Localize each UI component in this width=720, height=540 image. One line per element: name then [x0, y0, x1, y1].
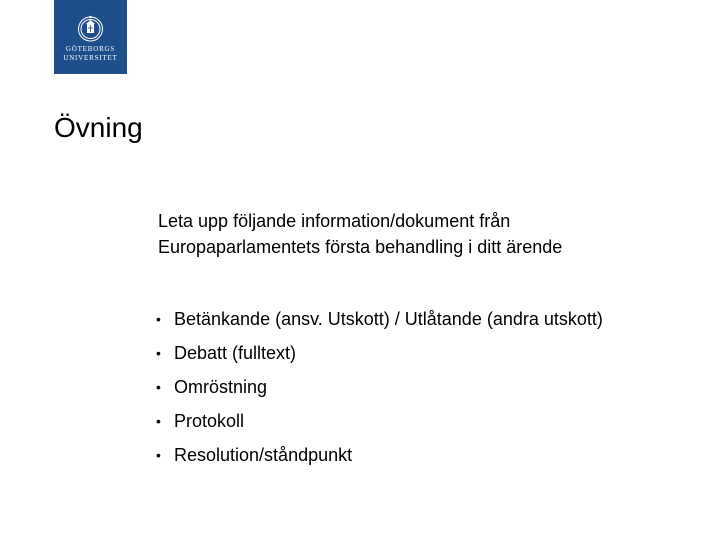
- intro-line-1: Leta upp följande information/dokument från: [158, 211, 511, 231]
- bullet-icon: •: [156, 311, 161, 327]
- bullet-text: Debatt (fulltext): [174, 343, 297, 363]
- university-logo: [54, 0, 127, 74]
- logo-text-line1: GÖTEBORGS: [65, 45, 116, 53]
- bullet-text: Betänkande (ansv. Utskott) / Utlåtande (andra utskott): [174, 309, 603, 329]
- bullet-item: [156, 442, 603, 476]
- university-seal-icon: [54, 0, 127, 46]
- bullet-icon: •: [156, 379, 161, 395]
- bullet-text: Protokoll: [174, 411, 245, 431]
- logo-text-line2: UNIVERSITET: [63, 54, 118, 62]
- bullet-item: [156, 408, 603, 442]
- bullet-text: Resolution/ståndpunkt: [174, 445, 353, 465]
- bullet-item: [156, 340, 603, 374]
- intro-line-2: Europaparlamentets första behandling i ditt ärende: [158, 237, 563, 257]
- bullet-item: [156, 306, 603, 340]
- bullet-item: [156, 374, 603, 408]
- bullet-icon: •: [156, 447, 161, 463]
- slide-title: Övning: [54, 112, 143, 143]
- slide-intro: [158, 208, 698, 260]
- bullet-list: [156, 306, 603, 476]
- bullet-icon: •: [156, 345, 161, 361]
- bullet-icon: •: [156, 413, 161, 429]
- bullet-text: Omröstning: [174, 377, 268, 397]
